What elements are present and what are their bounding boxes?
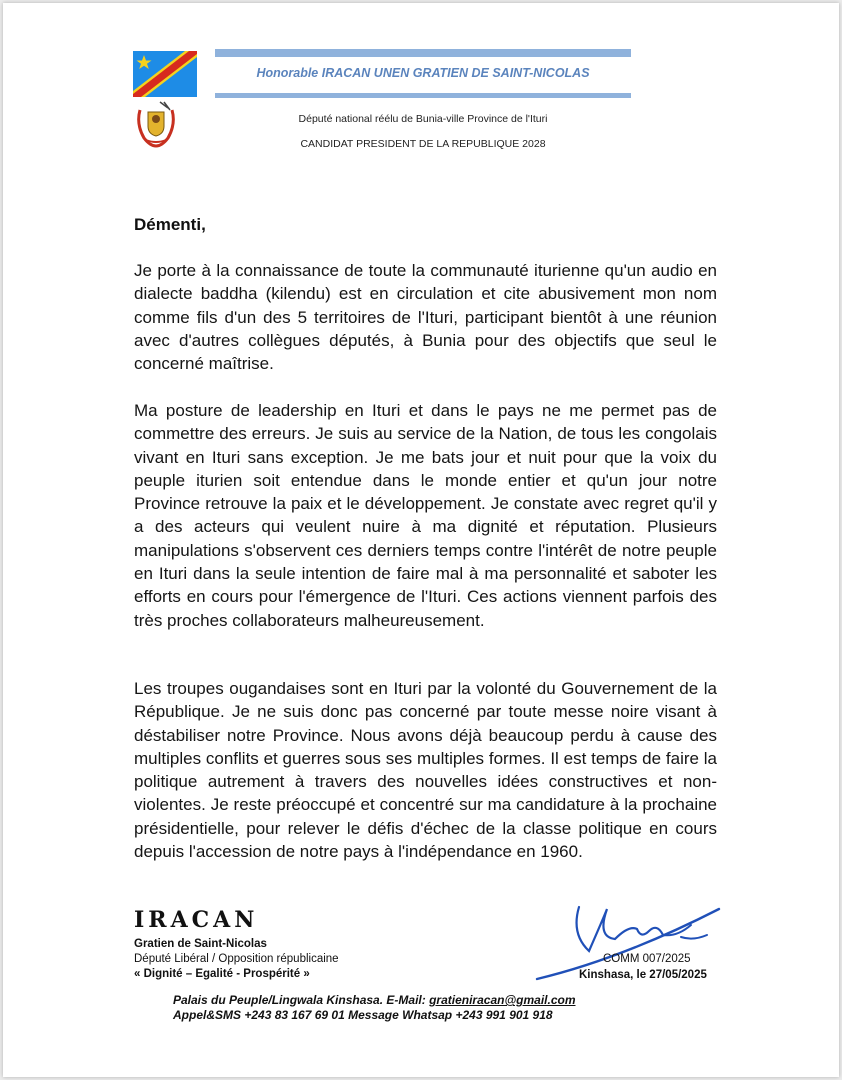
place-date: Kinshasa, le 27/05/2025 — [579, 969, 707, 981]
paragraph-3: Les troupes ougandaises sont en Ituri par la volonté du Gouvernement de la République. Je ne suis donc pas concerné par toute messe noire visant à déstabiliser notre Province. Nous avons déjà beaucoup perdu à cause des multiples conflits et guerres sous ses multiples formes. Il est temps de faire la politique autrement à travers des nouvelles idées constructives et non-violentes. Je reste préoccupé et concentré sur ma candidature à la prochaine présidentielle, pour relever le défis d'échec de la classe politique en cours depuis l'accession de notre pays à l'indépendance en 1960. — [134, 679, 717, 862]
footer-address-text: Palais du Peuple/Lingwala Kinshasa. E-Mail: — [173, 993, 430, 1007]
header-bar-top — [215, 49, 631, 57]
header-depute-line: Député national réélu de Bunia-ville Province de l'Ituri — [298, 113, 548, 125]
paragraph-2: Ma posture de leadership en Ituri et dans le pays ne me permet pas de commettre des erreurs. Je suis au service de la Nation, de tous les congolais vivant en Ituri sans exception. Je me bats jour et nuit pour que la voix du peuple iturien soit entendue dans le monde entier et qu'un jour notre Province retrouve la paix et le développement. Je constate avec regret qu'il y a des acteurs qui veulent nuire à ma dignité et réputation. Plusieurs manipulations s'observent ces derniers temps contre l'intérêt de notre peuple en Ituri dans la seule intention de faire mal à ma personnalité et saboter les efforts en cours pour l'émergence de l'Ituri. Ces actions viennent parfois des très proches collaborateurs malheureusement. — [134, 401, 717, 630]
header-bar-bottom — [215, 93, 631, 98]
reference-number: COMM 007/2025 — [603, 953, 691, 965]
signatory-motto: « Dignité – Egalité - Prospérité » — [134, 968, 310, 980]
footer-phones: Appel&SMS +243 83 167 69 01 Message Whatsap +243 991 901 918 — [173, 1008, 553, 1022]
footer-address — [173, 993, 653, 1007]
header-candidat-line: CANDIDAT PRESIDENT DE LA REPUBLIQUE 2028 — [300, 138, 546, 150]
header-honorable: Honorable IRACAN UNEN GRATIEN DE SAINT-NICOLAS — [256, 66, 590, 80]
document-page — [3, 3, 839, 1077]
footer-email-link[interactable]: gratieniracan@gmail.com — [429, 993, 576, 1007]
drc-flag-icon — [133, 51, 197, 97]
paragraph-1: Je porte à la connaissance de toute la communauté iturienne qu'un audio en dialecte baddha (kilendu) est en circulation et cite abusivement mon nom comme fils d'un des 5 territoires de l'Ituri, participant bientôt à une réunion avec d'autres collègues députés, à Bunia pour des objectifs que seul le concerné maîtrise. — [134, 261, 717, 374]
signatory-subname: Gratien de Saint-Nicolas — [134, 938, 267, 950]
signatory-role: Député Libéral / Opposition républicaine — [134, 953, 339, 965]
document-title: Démenti, — [134, 215, 206, 234]
coat-of-arms-icon — [134, 100, 178, 148]
signatory-name: IRACAN — [134, 907, 259, 933]
